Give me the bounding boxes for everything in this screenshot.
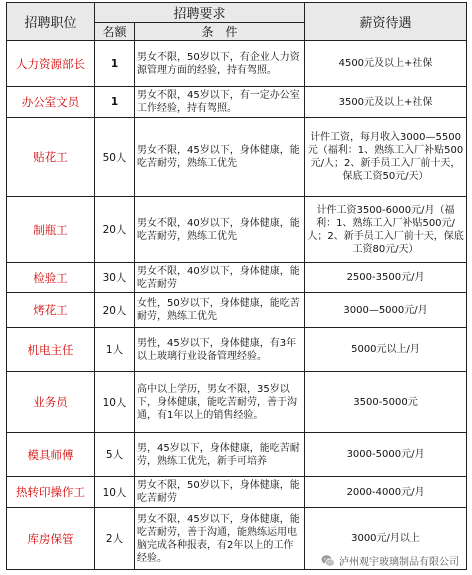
- condition-cell: 男女不限，45岁以下，身体健康，能吃苦耐劳，善于沟通，能熟练运用电脑完成各种报表，有2年以上的工作经验。: [135, 508, 305, 570]
- wechat-icon: [321, 554, 335, 568]
- condition-cell: 男女不限，50岁以下，有企业人力资源管理方面的经验，持有驾照。: [135, 41, 305, 87]
- salary-cell: 计件工资3500-6000元/月（福利：1、熟练工入厂补贴500元/人；2、新手员工入厂前十天，保底工资80元/天）: [305, 197, 467, 263]
- condition-cell: 男女不限，40岁以下，身体健康，能吃苦耐劳: [135, 263, 305, 293]
- count-cell: 1人: [95, 328, 135, 372]
- position-cell: 烤花工: [7, 293, 95, 328]
- table-row: [7, 293, 467, 328]
- salary-cell: 3000—5000元/月: [305, 293, 467, 328]
- count-cell: 10人: [95, 372, 135, 433]
- table-row: [7, 263, 467, 293]
- header-requirements: 招聘要求: [95, 3, 305, 23]
- condition-cell: 男女不限，50岁以下，身体健康，能吃苦耐劳: [135, 477, 305, 508]
- position-cell: 检验工: [7, 263, 95, 293]
- recruitment-sheet: [6, 2, 466, 570]
- header-quota: 名额: [95, 23, 135, 41]
- table-row: [7, 118, 467, 197]
- condition-cell: 男，45岁以下，身体健康，能吃苦耐劳，熟练工优先，新手可培养: [135, 433, 305, 477]
- count-cell: 1: [95, 41, 135, 87]
- count-cell: 10人: [95, 477, 135, 508]
- header-position: 招聘职位: [7, 3, 95, 41]
- position-cell: 热转印操作工: [7, 477, 95, 508]
- salary-cell: 3000元/月以上: [305, 508, 467, 570]
- salary-cell: 计件工资，每月收入3000—5500元（福利：1、熟练工入厂补贴500元/人；2、新手员工入厂前十天，保底工资50元/天）: [305, 118, 467, 197]
- position-cell: 贴花工: [7, 118, 95, 197]
- position-cell: 人力资源部长: [7, 41, 95, 87]
- header-row-1: [7, 3, 467, 23]
- recruitment-table: [6, 2, 467, 570]
- count-cell: 30人: [95, 263, 135, 293]
- salary-cell: 5000元以上/月: [305, 328, 467, 372]
- condition-cell: 男女不限，45岁以下，有一定办公室工作经验，持有驾照。: [135, 87, 305, 118]
- table-row: [7, 372, 467, 433]
- table-row: [7, 477, 467, 508]
- count-cell: 1: [95, 87, 135, 118]
- salary-cell: 2500-3500元/月: [305, 263, 467, 293]
- count-cell: 2人: [95, 508, 135, 570]
- condition-cell: 男女不限，40岁以下，身体健康，能吃苦耐劳，熟练工优先: [135, 197, 305, 263]
- table-row: [7, 433, 467, 477]
- table-row: [7, 41, 467, 87]
- position-cell: 办公室文员: [7, 87, 95, 118]
- salary-cell: 4500元及以上+社保: [305, 41, 467, 87]
- header-salary: 薪资待遇: [305, 3, 467, 41]
- position-cell: 制瓶工: [7, 197, 95, 263]
- position-cell: 模具师傅: [7, 433, 95, 477]
- count-cell: 5人: [95, 433, 135, 477]
- header-conditions: 条 件: [135, 23, 305, 41]
- watermark: [318, 552, 462, 569]
- position-cell: 业务员: [7, 372, 95, 433]
- table-row: [7, 197, 467, 263]
- position-cell: 机电主任: [7, 328, 95, 372]
- salary-cell: 3500元及以上+社保: [305, 87, 467, 118]
- condition-cell: 男女不限，45岁以下，身体健康，能吃苦耐劳，熟练工优先: [135, 118, 305, 197]
- watermark-text: 泸州观宇玻璃制品有限公司: [339, 557, 459, 568]
- count-cell: 50人: [95, 118, 135, 197]
- salary-cell: 3500-5000元: [305, 372, 467, 433]
- condition-cell: 高中以上学历，男女不限，35岁以下，身体健康，能吃苦耐劳，善于沟通，有1年以上的销售经验。: [135, 372, 305, 433]
- table-row: [7, 328, 467, 372]
- salary-cell: 3000-5000元/月: [305, 433, 467, 477]
- condition-cell: 男性，45岁以下，身体健康，有3年以上玻璃行业设备管理经验。: [135, 328, 305, 372]
- count-cell: 20人: [95, 197, 135, 263]
- position-cell: 库房保管: [7, 508, 95, 570]
- table-row: [7, 87, 467, 118]
- salary-cell: 2000-4000元/月: [305, 477, 467, 508]
- condition-cell: 女性，50岁以下，身体健康，能吃苦耐劳，熟练工优先: [135, 293, 305, 328]
- count-cell: 20人: [95, 293, 135, 328]
